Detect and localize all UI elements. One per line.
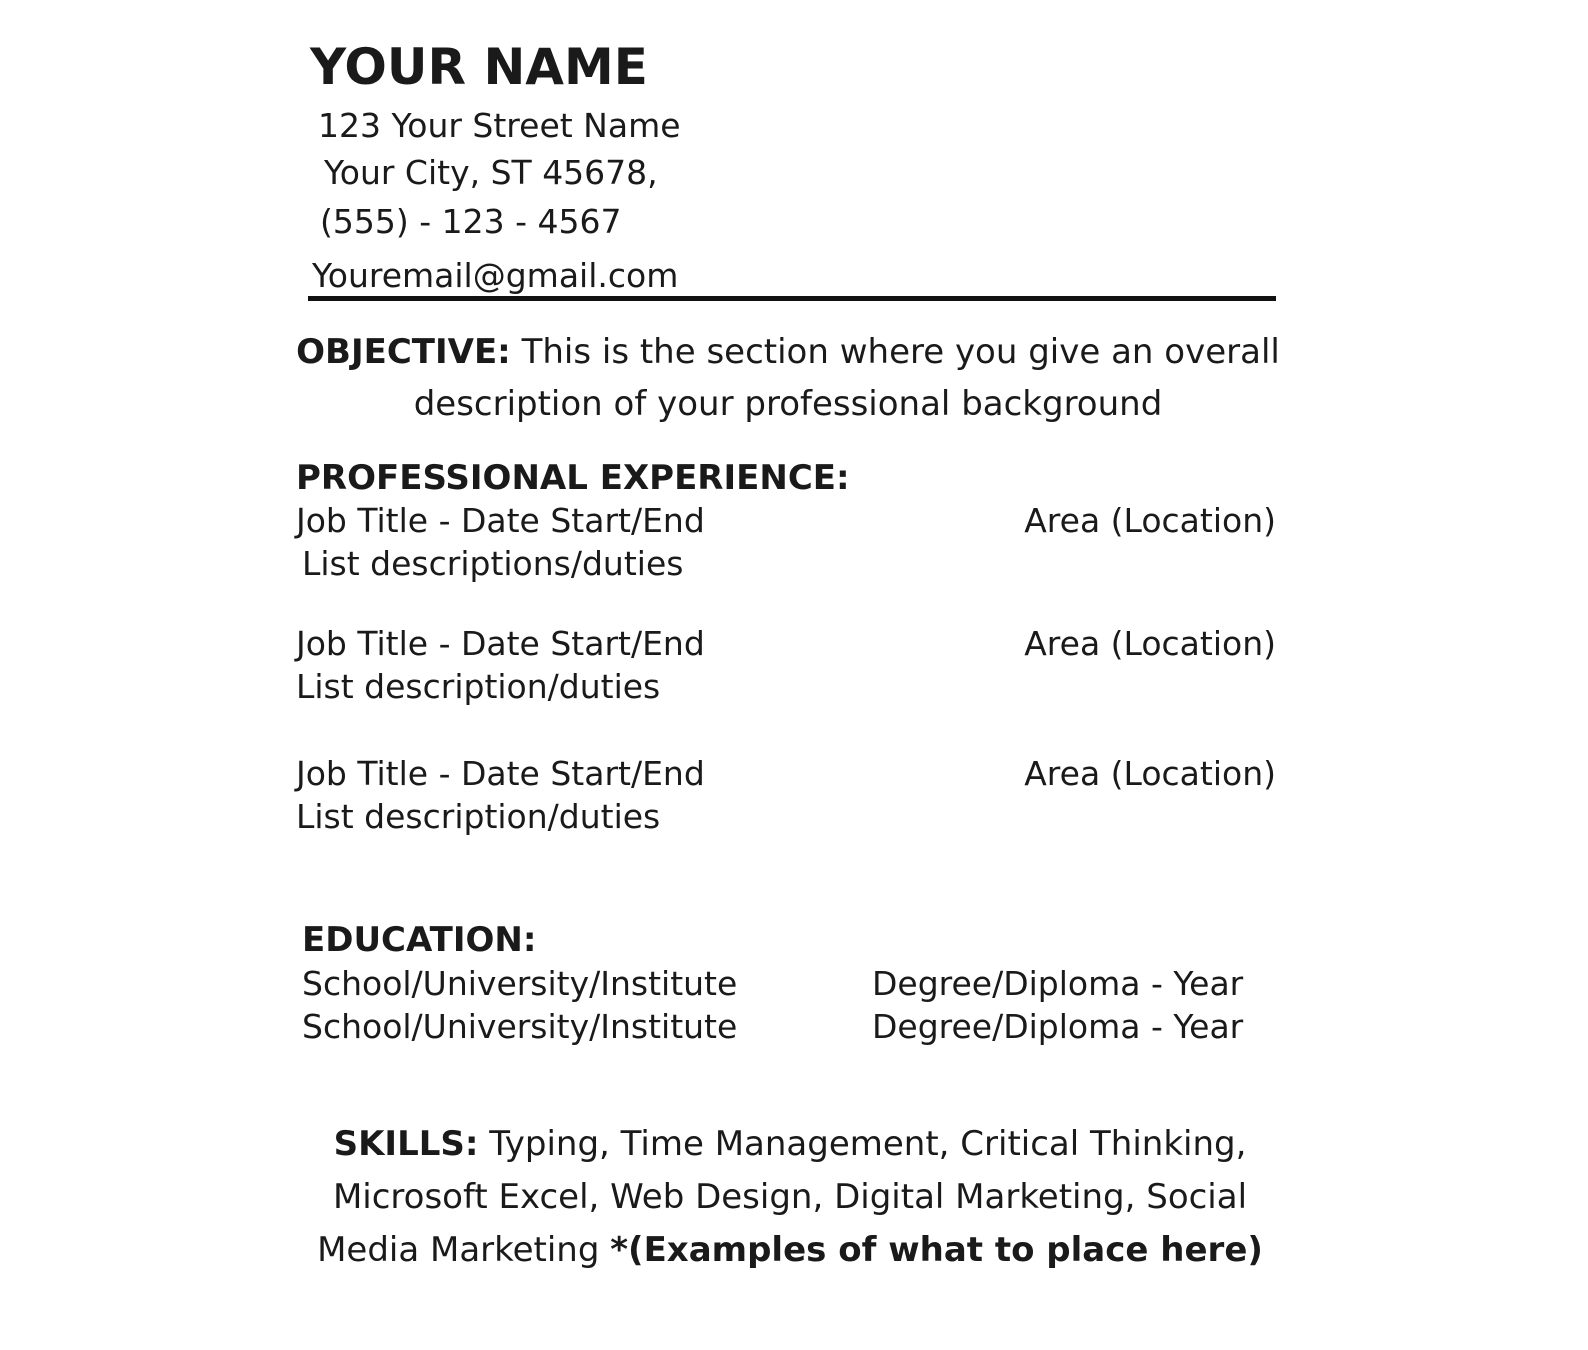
objective-text: This is the section where you give an overall description of your professional background <box>413 332 1280 424</box>
phone-number: (555) - 123 - 4567 <box>320 202 622 241</box>
job-title: Job Title - Date Start/End <box>296 624 705 663</box>
education-degree: Degree/Diploma - Year <box>872 1007 1244 1046</box>
job-location: Area (Location) <box>1024 624 1276 663</box>
resume-name: YOUR NAME <box>310 38 648 96</box>
job-description: List descriptions/duties <box>302 544 684 583</box>
education-school: School/University/Institute <box>302 964 738 1003</box>
education-degree: Degree/Diploma - Year <box>872 964 1244 1003</box>
job-location: Area (Location) <box>1024 754 1276 793</box>
objective-label: OBJECTIVE: <box>296 332 511 372</box>
job-description: List description/duties <box>296 797 661 836</box>
email-address: Youremail@gmail.com <box>312 256 679 295</box>
job-title: Job Title - Date Start/End <box>296 754 705 793</box>
skills-section <box>300 1118 1280 1277</box>
address-city: Your City, ST 45678, <box>324 153 658 192</box>
objective-section <box>270 326 1306 430</box>
experience-heading: PROFESSIONAL EXPERIENCE: <box>296 458 850 498</box>
header-divider <box>308 296 1276 301</box>
education-heading: EDUCATION: <box>302 920 537 960</box>
skills-note: *(Examples of what to place here) <box>610 1230 1263 1270</box>
education-school: School/University/Institute <box>302 1007 738 1046</box>
job-title: Job Title - Date Start/End <box>296 501 705 540</box>
skills-label: SKILLS: <box>333 1124 479 1164</box>
skills-text: Typing, Time Management, Critical Thinking, Microsoft Excel, Web Design, Digital Marketing, Social Media Marketing <box>317 1124 1248 1270</box>
job-description: List description/duties <box>296 667 661 706</box>
job-location: Area (Location) <box>1024 501 1276 540</box>
address-street: 123 Your Street Name <box>318 106 681 145</box>
